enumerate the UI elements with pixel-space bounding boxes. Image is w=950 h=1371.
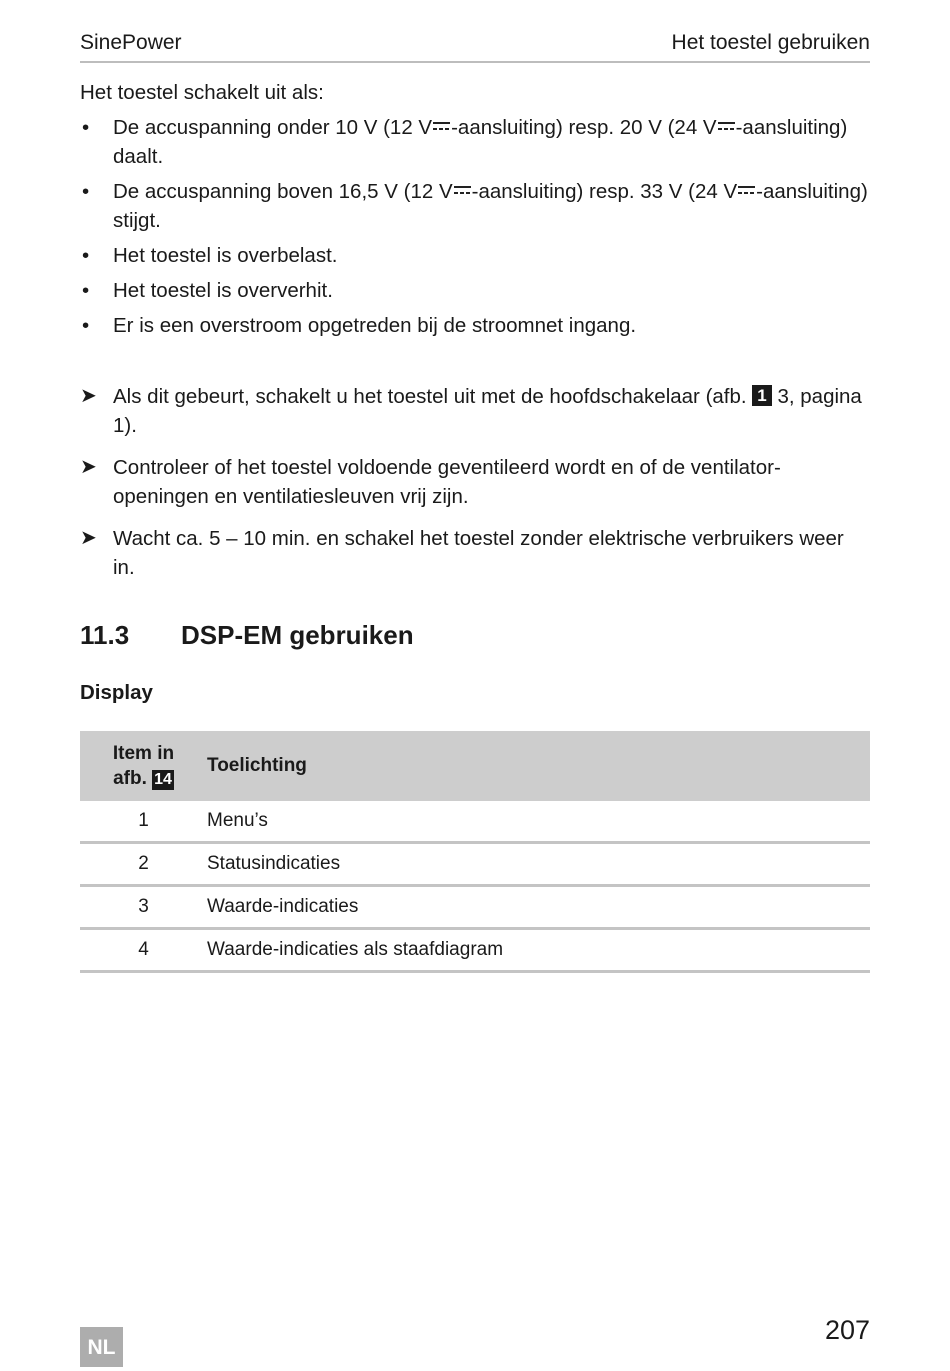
section-heading (80, 620, 870, 651)
table-row (80, 843, 870, 886)
figure-reference: 1 (752, 385, 771, 406)
list-item: • De accuspanning boven 16,5 V (12 V -aansluiting) resp. 33 V (24 V -aansluiting) stijgt. (80, 177, 870, 235)
list-item: • Er is een overstroom opgetreden bij de stroomnet ingang. (80, 311, 870, 340)
item-number: 4 (80, 929, 207, 972)
bullet-marker: • (82, 180, 90, 203)
display-items-table (80, 731, 870, 973)
list-item: • Het toestel is overbelast. (80, 241, 870, 270)
instruction-steps (80, 382, 870, 582)
page-header (80, 28, 870, 63)
instruction-step: ➤ Controleer of het toestel voldoende geventileerd wordt en of de ventilator-openingen en ventilatiesleuven vrij zijn. (80, 453, 870, 511)
arrow-icon: ➤ (80, 527, 97, 549)
table-row (80, 801, 870, 843)
dc-voltage-icon (433, 122, 450, 131)
header-chapter-title: Het toestel gebruiken (671, 31, 870, 54)
page-content (80, 78, 870, 973)
item-number: 2 (80, 843, 207, 886)
table-row (80, 929, 870, 972)
dc-voltage-icon (718, 122, 735, 131)
item-number: 3 (80, 886, 207, 929)
item-description: Waarde-indicaties (207, 886, 870, 929)
item-description: Waarde-indicaties als staafdiagram (207, 929, 870, 972)
list-item: • De accuspanning onder 10 V (12 V -aansluiting) resp. 20 V (24 V -aansluiting) daalt. (80, 113, 870, 171)
item-description: Statusindicaties (207, 843, 870, 886)
list-item: • Het toestel is oververhit. (80, 276, 870, 305)
dc-voltage-icon (738, 186, 755, 195)
figure-reference: 14 (154, 771, 172, 788)
language-badge: NL (80, 1327, 123, 1367)
instruction-step: ➤ Als dit gebeurt, schakelt u het toestel uit met de hoofdschakelaar (afb. 1 3, pagina 1). (80, 382, 870, 440)
bullet-marker: • (82, 314, 90, 337)
arrow-icon: ➤ (80, 385, 97, 407)
column-header-description: Toelichting (207, 731, 870, 801)
bullet-marker: • (82, 116, 90, 139)
item-description: Menu’s (207, 801, 870, 843)
dc-voltage-icon (454, 186, 471, 195)
subheading: Display (80, 681, 153, 704)
table-header-row (80, 731, 870, 801)
table-row (80, 886, 870, 929)
header-product-name: SinePower (80, 31, 182, 54)
column-header-item: Item in afb. 14 (80, 731, 207, 801)
bullet-marker: • (82, 279, 90, 302)
section-number: 11.3 (80, 620, 130, 650)
item-number: 1 (80, 801, 207, 843)
page-number: 207 (824, 1315, 870, 1345)
intro-text: Het toestel schakelt uit als: (80, 81, 324, 104)
arrow-icon: ➤ (80, 456, 97, 478)
bullet-marker: • (82, 244, 90, 267)
shutdown-conditions-list (80, 113, 870, 340)
instruction-step: ➤ Wacht ca. 5 – 10 min. en schakel het toestel zonder elektrische verbruikers weer in. (80, 524, 870, 582)
section-title: DSP-EM gebruiken (181, 620, 414, 650)
